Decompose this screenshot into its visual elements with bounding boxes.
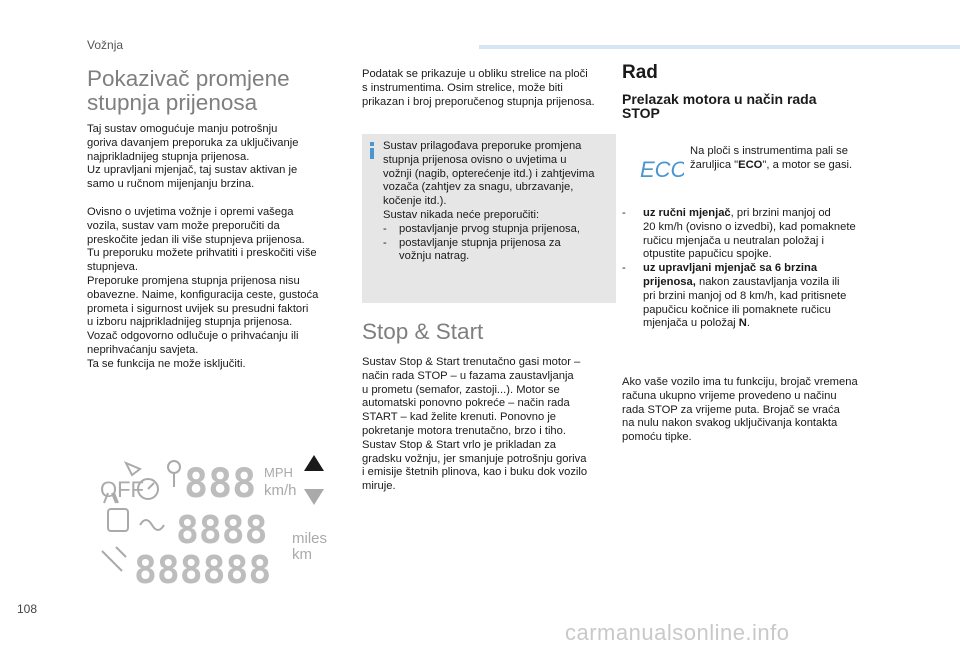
stop-start-description: Sustav Stop & Start trenutačno gasi motor – način rada STOP – u fazama zaustavljanja u prometu (semafor, zastoji...). Motor se automatski ponovno pokreće – način rada START – kad želite krenuti. Ponovno je pokretanje motora trenutačno, brzo i tiho. Sustav Stop & Start vrlo je prikladan za gradsku vožnju, jer smanjuje potrošnju goriva i emisije štetnih plinova, kao i buku dok vozilo miruje. [362, 356, 588, 493]
gear-indicator-details: Ovisno o uvjetima vožnje i opremi vašega vozila, sustav vam može preporučiti da preskočite jedan ili više stupnjeva prijenosa. Tu preporuku možete prihvatiti i preskočiti više stupnjeva. Preporuke promjena stupnja prijenosa nisu obavezne. Naime, konfiguracija ceste, gustoća prometa i sigurnost uvijek su presudni faktori u izboru najprikladnijeg stupnja prijenosa. Vozač odgovorno odlučuje o prihvaćanju ili neprihvaćanju savjeta. Ta se funkcija ne može isključiti. [87, 205, 319, 370]
eco-word: ECO [738, 158, 763, 171]
column-stop-start [362, 320, 618, 494]
title-line-1: Pokazivač promjene [87, 66, 290, 91]
automated-gearbox-label: uz upravljani mjenjač sa 6 brzina prijenosa, [643, 262, 818, 288]
gear-indicator-title [87, 67, 347, 115]
off-label: OFF [100, 477, 144, 502]
kmh-label: km/h [264, 482, 297, 499]
note-text: Sustav prilagođava preporuke promjena stupnja prijenosa ovisno o uvjetima u vožnji (nagib, opterećenje itd.) i zahtjevima vozača (zahtjev za snagu, ubrzavanje, kočenje itd.). Sustav nikada neće preporučiti: [383, 140, 595, 221]
shift-down-arrow-icon [304, 489, 324, 505]
trip-digits: 8888 [176, 508, 268, 552]
note-item: - postavljanje prvog stupnja prijenosa, [383, 223, 611, 237]
note-box [362, 134, 616, 303]
eco-text-pre: Na ploči s instrumentima pali se žaruljica " [690, 145, 848, 171]
gear-position-n: N [738, 317, 747, 330]
condition-manual-gearbox [622, 207, 897, 262]
eco-icon-label: ECO [640, 157, 684, 182]
eco-text-post: ", a motor se gasi. [762, 158, 853, 171]
km-label: km [292, 546, 312, 563]
miles-label: miles [292, 530, 328, 547]
mph-label: MPH [264, 465, 293, 480]
page-number: 108 [17, 602, 38, 616]
speed-digits: 888 [184, 461, 257, 507]
manual-gearbox-text: , pri brzini manjoj od 20 km/h (ovisno o izvedbi), kad pomaknete ručicu mjenjača u neutralan položaj i otpustite papučicu spojke. [643, 207, 856, 261]
operation-title: Rad [622, 62, 658, 83]
title-line-2: stupnja prijenosa [87, 90, 258, 115]
display-description: Podatak se prikazuje u obliku strelice na ploči s instrumentima. Osim strelice, može biti prikazan i broj preporučenog stupnja prijenosa. [362, 68, 595, 108]
gear-indicator-intro: Taj sustav omogućuje manju potrošnju goriva davanjem preporuka za uključivanje najprikladnijeg stupnja prijenosa. Uz upravljani mjenjač, taj sustav aktivan je samo u ručnom mijenjanju brzina. [87, 123, 299, 191]
preheat-icon [140, 520, 164, 530]
condition-automated-gearbox [622, 262, 897, 331]
instrument-cluster-illustration [96, 455, 336, 595]
stop-conditions [622, 207, 897, 331]
eco-description [690, 145, 890, 173]
sentence-end: . [746, 317, 750, 330]
eco-indicator-icon [640, 155, 684, 188]
warning-triangle-icon [126, 463, 140, 475]
stop-timer-paragraph [622, 376, 902, 445]
stop-mode-subtitle: Prelazak motora u način rada STOP [622, 90, 817, 121]
washer-icon [108, 509, 128, 531]
watermark: carmanualsonline.info [565, 620, 790, 645]
column-display [362, 68, 618, 109]
stop-start-title: Stop & Start [362, 319, 484, 344]
info-icon [370, 142, 374, 158]
stop-timer-text: Ako vaše vozilo ima tu funkciju, brojač vremena računa ukupno vrijeme provedeno u načinu rada STOP za vrijeme puta. Brojač se vraća na nulu nakon svakog uključivanja kontakta pomoću tipke. [622, 376, 858, 444]
automated-gearbox-text: nakon zaustavljanja vozila ili pri brzini manjoj od 8 km/h, kad pritisnete papučicu kočnice ili pomaknete ručicu mjenjača u položaj [643, 275, 847, 330]
section-label: Vožnja [87, 38, 124, 52]
column-operation [622, 62, 902, 121]
column-gear-indicator [87, 67, 347, 372]
odometer-digits: 888888 [134, 548, 272, 590]
note-item: - postavljanje stupnja prijenosa za vožnju natrag. [383, 237, 611, 265]
pressure-icon [168, 461, 180, 473]
service-wrench-icon [102, 547, 126, 571]
header-bar [479, 45, 960, 49]
manual-gearbox-label: uz ručni mjenjač [643, 207, 731, 219]
shift-up-arrow-icon [304, 455, 324, 471]
